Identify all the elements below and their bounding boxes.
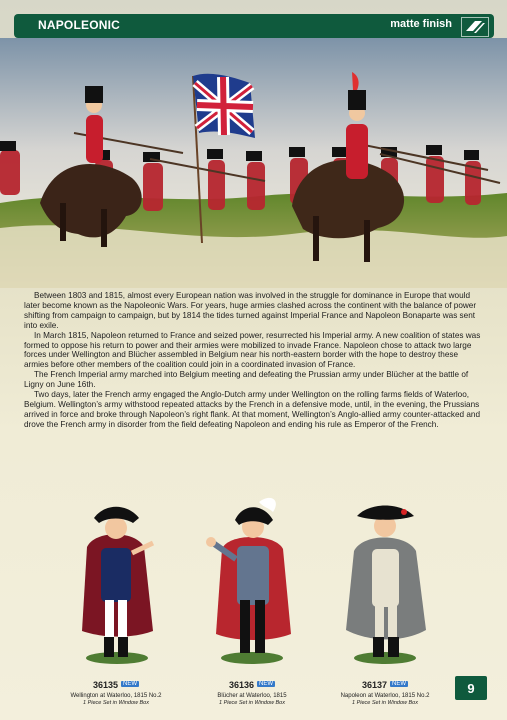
section-title: NAPOLEONIC — [38, 18, 121, 32]
product-caption — [192, 675, 312, 706]
finish-label: matte finish — [390, 18, 452, 30]
sku: 36137 — [361, 680, 388, 690]
story-paragraph: Two days, later the French army engaged the Anglo-Dutch army under Wellington on the rolling farms fields of Waterloo, Belgium. Wellington’s army withstood repeated attacks by the French in a defensive mode, until, in the evening, the Prussians arrived in force and broke through Napoleon’s right flank. At that moment, Wellington’s Anglo-allied army counter-attacked and drove the French army in disorder from the field defeating Napoleon and ending his rule as Emperor of the French. — [24, 390, 481, 429]
page-number: 9 — [455, 676, 487, 700]
product-name: Wellington at Waterloo, 1815 No.2 — [70, 693, 162, 699]
product-caption — [56, 675, 176, 706]
product-name: Blücher at Waterloo, 1815 — [217, 693, 287, 699]
new-badge: NEW — [392, 681, 407, 687]
history-story — [24, 291, 484, 430]
product-set: 1 Piece Set in Window Box — [83, 700, 149, 706]
napoleon-figure-image — [330, 485, 440, 665]
brand-logo-icon — [461, 17, 489, 37]
sku: 36136 — [228, 680, 255, 690]
product-caption — [325, 675, 445, 706]
story-paragraph: The French Imperial army marched into Belgium meeting and defeating the Prussian army under Blücher at the battle of Ligny on June 16th. — [24, 370, 469, 390]
wellington-figure-image — [60, 485, 170, 665]
product-set: 1 Piece Set in Window Box — [219, 700, 285, 706]
story-paragraph: Between 1803 and 1815, almost every European nation was involved in the struggle for dominance in Europe that would later become known as the Napoleonic Wars. For years, huge armies clashed across the continent with the balance of power shifting from campaign to campaign, but by 1814 the tides turned against Imperial France and Napoleon Bonaparte was sent into exile. — [24, 291, 477, 330]
products-gallery — [0, 485, 507, 720]
product-name: Napoleon at Waterloo, 1815 No.2 — [340, 693, 430, 699]
battle-scene-image — [0, 38, 507, 288]
product-set: 1 Piece Set in Window Box — [352, 700, 418, 706]
story-paragraph: In March 1815, Napoleon returned to France and seized power, resurrected his Imperial army. A new coalition of states was formed to oppose his return to power and their armies were mobilized to invade France. Napoleon chose to attack two large forces under Wellington and Blücher assembled in Belgium near his north-eastern border with the hope to destroy these armies before other members of the coalition could join in a coordinated invasion of France. — [24, 330, 481, 370]
new-badge: NEW — [123, 681, 138, 687]
section-header — [14, 14, 494, 38]
new-badge: NEW — [259, 681, 274, 687]
sku: 36135 — [92, 680, 119, 690]
blucher-figure-image — [197, 485, 307, 665]
